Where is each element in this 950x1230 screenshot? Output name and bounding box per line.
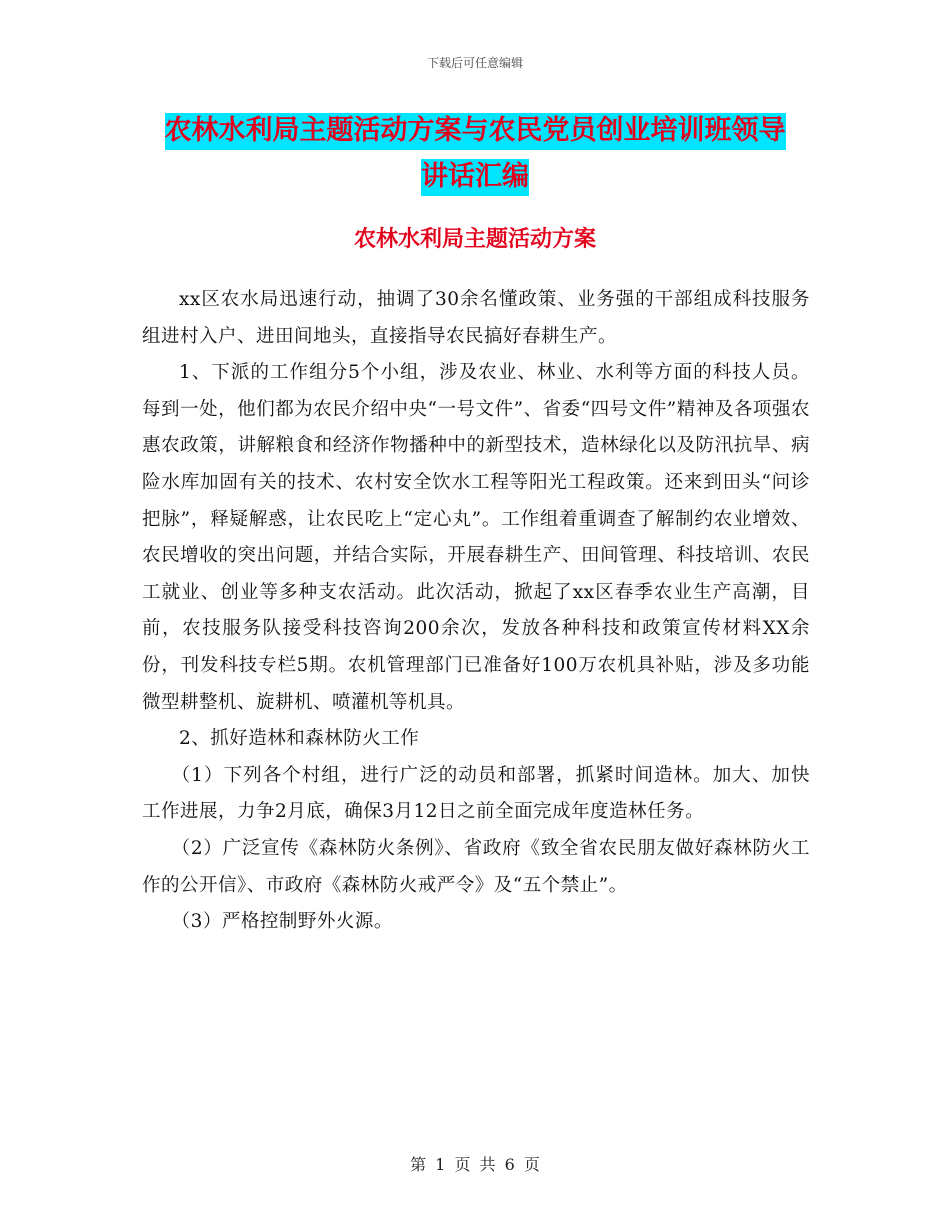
paragraph-intro: xx区农水局迅速行动，抽调了30余名懂政策、业务强的干部组成科技服务组进村入户、进田间地头，直接指导农民搞好春耕生产。 xyxy=(142,289,810,347)
page-number: 第 1 页 共 6 页 xyxy=(410,1155,540,1174)
paragraph-item-2: 2、抓好造林和森林防火工作 xyxy=(179,728,420,750)
paragraph-item-1: 1、下派的工作组分5个小组，涉及农业、林业、水利等方面的科技人员。每到一处，他们都为农民介绍中央“一号文件”、省委“四号文件”精神及各项强农惠农政策，讲解粮食和经济作物播种中的新型技术，造林绿化以及防汛抗旱、病险水库加固有关的技术、农村安全饮水工程等阳光工程政策。还来到田头“问诊把脉”，释疑解惑，让农民吃上“定心丸”。工作组着重调查了解制约农业增效、农民增收的突出问题，并结合实际，开展春耕生产、田间管理、科技培训、农民工就业、创业等多种支农活动。此次活动，掀起了xx区春季农业生产高潮，目前，农技服务队接受科技咨询200余次，发放各种科技和政策宣传材料XX余份，刊发科技专栏5期。农机管理部门已准备好100万农机具补贴，涉及多功能微型耕整机、旋耕机、喷灌机等机具。 xyxy=(142,362,810,713)
document-title-line-1: 农林水利局主题活动方案与农民党员创业培训班领导 xyxy=(165,113,786,150)
header-note: 下载后可任意编辑 xyxy=(426,56,523,70)
document-body xyxy=(142,282,810,941)
section-title: 农林水利局主题活动方案 xyxy=(353,227,596,252)
paragraph-subitem-1: （1）下列各个村组，进行广泛的动员和部署，抓紧时间造林。加大、加快工作进展，力争2月底，确保3月12日之前全面完成年度造林任务。 xyxy=(142,764,810,823)
paragraph-subitem-2: （2）广泛宣传《森林防火条例》、省政府《致全省农民朋友做好森林防火工作的公开信》、市政府《森林防火戒严令》及“五个禁止”。 xyxy=(142,837,810,896)
document-title xyxy=(140,108,810,200)
document-title-line-2: 讲话汇编 xyxy=(421,159,529,196)
paragraph-subitem-3: （3）严格控制野外火源。 xyxy=(171,911,393,933)
